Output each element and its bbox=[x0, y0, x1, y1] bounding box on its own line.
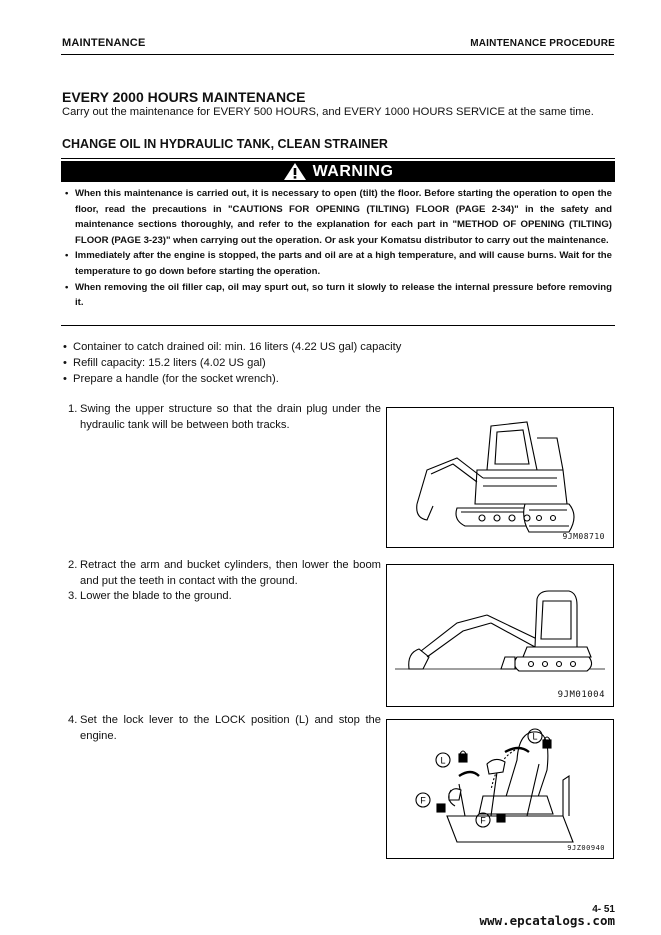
requirement-item: • Prepare a handle (for the socket wrench). bbox=[62, 371, 401, 387]
step-number: 4. bbox=[68, 714, 78, 726]
step-text: Swing the upper structure so that the drain plug under the hydraulic tank will be between both tracks. bbox=[80, 403, 381, 431]
header-section-right: MAINTENANCE PROCEDURE bbox=[470, 38, 615, 49]
excavator-swing-illustration bbox=[387, 408, 613, 547]
warning-triangle-icon bbox=[283, 162, 307, 186]
figure-label-f: F bbox=[420, 795, 426, 806]
warning-item: • When removing the oil filler cap, oil may spurt out, so turn it slowly to release the internal pressure before removing it. bbox=[64, 280, 612, 311]
step-text: Set the lock lever to the LOCK position (L) and stop the engine. bbox=[80, 714, 381, 742]
figure-label-l: L bbox=[532, 731, 538, 742]
step-2 bbox=[68, 558, 381, 589]
page-number: 4- 51 bbox=[592, 904, 615, 915]
warning-item: • Immediately after the engine is stopped, the parts and oil are at a high temperature, and will cause burns. Wait for the temperature to go down before starting the operation. bbox=[64, 248, 612, 279]
step-text: Retract the arm and bucket cylinders, then lower the boom and put the teeth in contact with the ground. bbox=[80, 559, 381, 587]
step-number: 3. bbox=[68, 590, 78, 602]
step-1 bbox=[68, 402, 381, 433]
step-3 bbox=[68, 589, 381, 605]
warning-banner bbox=[61, 161, 615, 182]
figure-excavator-swing bbox=[386, 407, 614, 548]
requirement-item: • Refill capacity: 15.2 liters (4.02 US gal) bbox=[62, 355, 401, 371]
requirements-list bbox=[62, 339, 401, 387]
figure-label-f: F bbox=[480, 815, 486, 826]
warning-title: WARNING bbox=[312, 163, 394, 180]
website-watermark[interactable]: www.epcatalogs.com bbox=[479, 913, 615, 928]
figure-code: 9JM08710 bbox=[562, 532, 605, 541]
figure-lock-lever bbox=[386, 719, 614, 859]
figure-code: 9JM01004 bbox=[557, 690, 605, 700]
section-title: EVERY 2000 HOURS MAINTENANCE bbox=[62, 89, 306, 105]
warning-item: • When this maintenance is carried out, it is necessary to open (tilt) the floor. Before starting the operation to open the floor, read the precautions in "CAUTIONS FOR OPENING (TILTING) FLOOR (PAGE 2-34)" in the safety and maintenance sections thoroughly, and refer to the explanation for each part in "METHOD OF OPENING (TILTING) FLOOR (PAGE 3-23)" when carrying out the operation. Or ask your Komatsu distributor to carry out the maintenance. bbox=[64, 186, 612, 248]
warning-box bbox=[61, 158, 615, 326]
warning-list bbox=[64, 186, 612, 311]
figure-label-l: L bbox=[440, 755, 446, 766]
requirement-item: • Container to catch drained oil: min. 16 liters (4.22 US gal) capacity bbox=[62, 339, 401, 355]
figure-excavator-lowered bbox=[386, 564, 614, 707]
figure-code: 9JZ00940 bbox=[567, 844, 605, 852]
step-number: 2. bbox=[68, 559, 78, 571]
subsection-title: CHANGE OIL IN HYDRAULIC TANK, CLEAN STRAINER bbox=[62, 137, 388, 151]
section-intro: Carry out the maintenance for EVERY 500 HOURS, and EVERY 1000 HOURS SERVICE at the same time. bbox=[62, 106, 594, 118]
step-text: Lower the blade to the ground. bbox=[80, 590, 232, 602]
step-number: 1. bbox=[68, 403, 78, 415]
header-section-left: MAINTENANCE bbox=[62, 37, 146, 49]
header-rule bbox=[61, 54, 614, 55]
lock-lever-illustration bbox=[387, 720, 613, 858]
excavator-lowered-illustration bbox=[387, 565, 613, 706]
step-4 bbox=[68, 713, 381, 744]
